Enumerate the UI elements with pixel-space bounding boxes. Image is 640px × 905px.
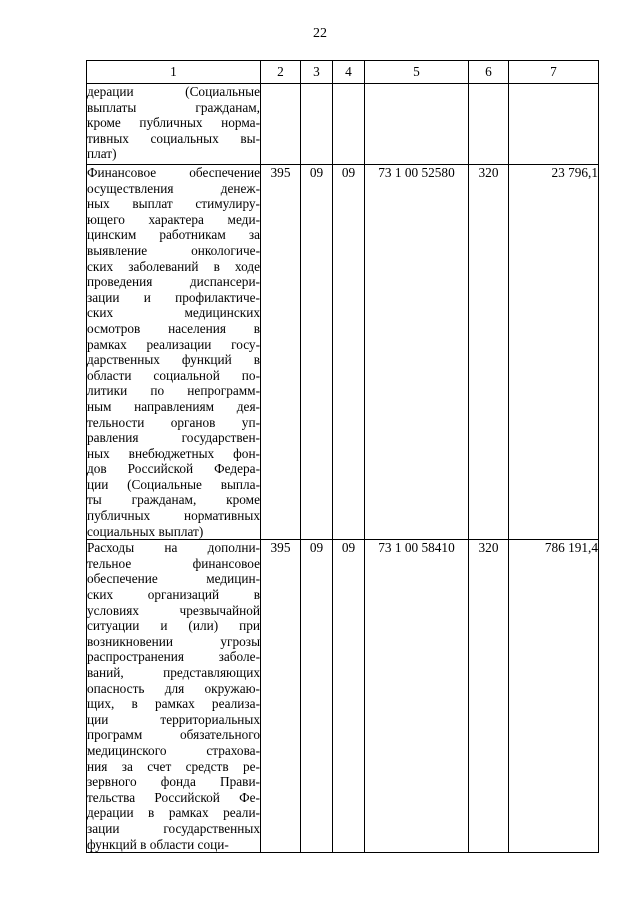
description-line: условиях чрезвычайной xyxy=(87,602,260,618)
section-code-cell xyxy=(301,84,333,165)
subsection-code-cell: 09 xyxy=(333,165,365,540)
page-number: 22 xyxy=(313,26,327,41)
description-line: ющего характера меди- xyxy=(87,211,260,227)
description-line: публичных нормативных xyxy=(87,508,260,524)
description-line: дов Российской Федера- xyxy=(87,461,260,477)
description-line: программ обязательного xyxy=(87,727,260,743)
description-line: ных внебюджетных фон- xyxy=(87,445,260,461)
description-line: ции (Социальные выпла- xyxy=(87,476,260,492)
description-line: выплаты гражданам, xyxy=(87,99,260,115)
amount-cell: 786 191,4 xyxy=(509,540,599,853)
description-line: социальных выплат) xyxy=(87,523,204,539)
description-line: медицинского страхова- xyxy=(87,742,260,758)
description-line: функций в области соци- xyxy=(87,836,229,852)
description-line: ты гражданам, кроме xyxy=(87,492,260,508)
description-line: выявление онкологиче- xyxy=(87,242,260,258)
row-description xyxy=(87,165,261,540)
description-line: ситуации и (или) при xyxy=(87,618,260,634)
description-line: ских организаций в xyxy=(87,587,260,603)
description-line: ным направлениям дея- xyxy=(87,398,260,414)
description-line: дарственных функций в xyxy=(87,352,260,368)
description-line: ских заболеваний в ходе xyxy=(87,258,260,274)
section-code-cell: 09 xyxy=(301,540,333,853)
description-line: литики по непрограмм- xyxy=(87,383,260,399)
column-header-3: 3 xyxy=(301,61,333,84)
admin-code-cell: 395 xyxy=(261,165,301,540)
description-line: дерации в рамках реали- xyxy=(87,805,260,821)
description-line: кроме публичных норма- xyxy=(87,115,260,131)
description-line: ских медицинских xyxy=(87,305,260,321)
target-article-cell: 73 1 00 52580 xyxy=(365,165,469,540)
admin-code-cell: 395 xyxy=(261,540,301,853)
table-row xyxy=(87,540,599,853)
row-description xyxy=(87,540,261,853)
amount-cell: 23 796,1 xyxy=(509,165,599,540)
table-row xyxy=(87,165,599,540)
column-header-5: 5 xyxy=(365,61,469,84)
description-line: осуществления денеж- xyxy=(87,180,260,196)
description-line: обеспечение медицин- xyxy=(87,571,260,587)
description-line: тельное финансовое xyxy=(87,555,260,571)
description-line: рамках реализации госу- xyxy=(87,336,260,352)
description-line: проведения диспансери- xyxy=(87,274,260,290)
description-line: равления государствен- xyxy=(87,430,260,446)
description-line: опасность для окружаю- xyxy=(87,680,260,696)
expense-type-cell: 320 xyxy=(469,540,509,853)
description-line: Финансовое обеспечение xyxy=(87,165,260,180)
description-line: ных выплат стимулиру- xyxy=(87,196,260,212)
expense-type-cell: 320 xyxy=(469,165,509,540)
subsection-code-cell: 09 xyxy=(333,540,365,853)
target-article-cell xyxy=(365,84,469,165)
description-line: зации и профилактиче- xyxy=(87,289,260,305)
description-line: Расходы на дополни- xyxy=(87,540,260,556)
description-line: зервного фонда Прави- xyxy=(87,774,260,790)
description-line: щих, в рамках реализа- xyxy=(87,696,260,712)
target-article-cell: 73 1 00 58410 xyxy=(365,540,469,853)
column-header-1: 1 xyxy=(87,61,261,84)
column-header-7: 7 xyxy=(509,61,599,84)
description-line: возникновении угрозы xyxy=(87,633,260,649)
description-line: области социальной по- xyxy=(87,367,260,383)
description-line: тельства Российской Фе- xyxy=(87,789,260,805)
table-row xyxy=(87,84,599,165)
description-line: тивных социальных вы- xyxy=(87,130,260,146)
row-description xyxy=(87,84,261,165)
budget-table xyxy=(86,60,599,853)
subsection-code-cell xyxy=(333,84,365,165)
expense-type-cell xyxy=(469,84,509,165)
description-line: ваний, представляющих xyxy=(87,665,260,680)
description-line: распространения заболе- xyxy=(87,649,260,665)
table-header-row xyxy=(87,61,599,84)
description-line: плат) xyxy=(87,146,117,162)
description-line: дерации (Социальные xyxy=(87,84,260,99)
column-header-4: 4 xyxy=(333,61,365,84)
column-header-6: 6 xyxy=(469,61,509,84)
section-code-cell: 09 xyxy=(301,165,333,540)
admin-code-cell xyxy=(261,84,301,165)
description-line: ния за счет средств ре- xyxy=(87,758,260,774)
amount-cell xyxy=(509,84,599,165)
description-line: цинским работникам за xyxy=(87,227,260,243)
description-line: ции территориальных xyxy=(87,711,260,727)
description-line: тельности органов уп- xyxy=(87,414,260,430)
column-header-2: 2 xyxy=(261,61,301,84)
description-line: зации государственных xyxy=(87,820,260,836)
description-line: осмотров населения в xyxy=(87,320,260,336)
